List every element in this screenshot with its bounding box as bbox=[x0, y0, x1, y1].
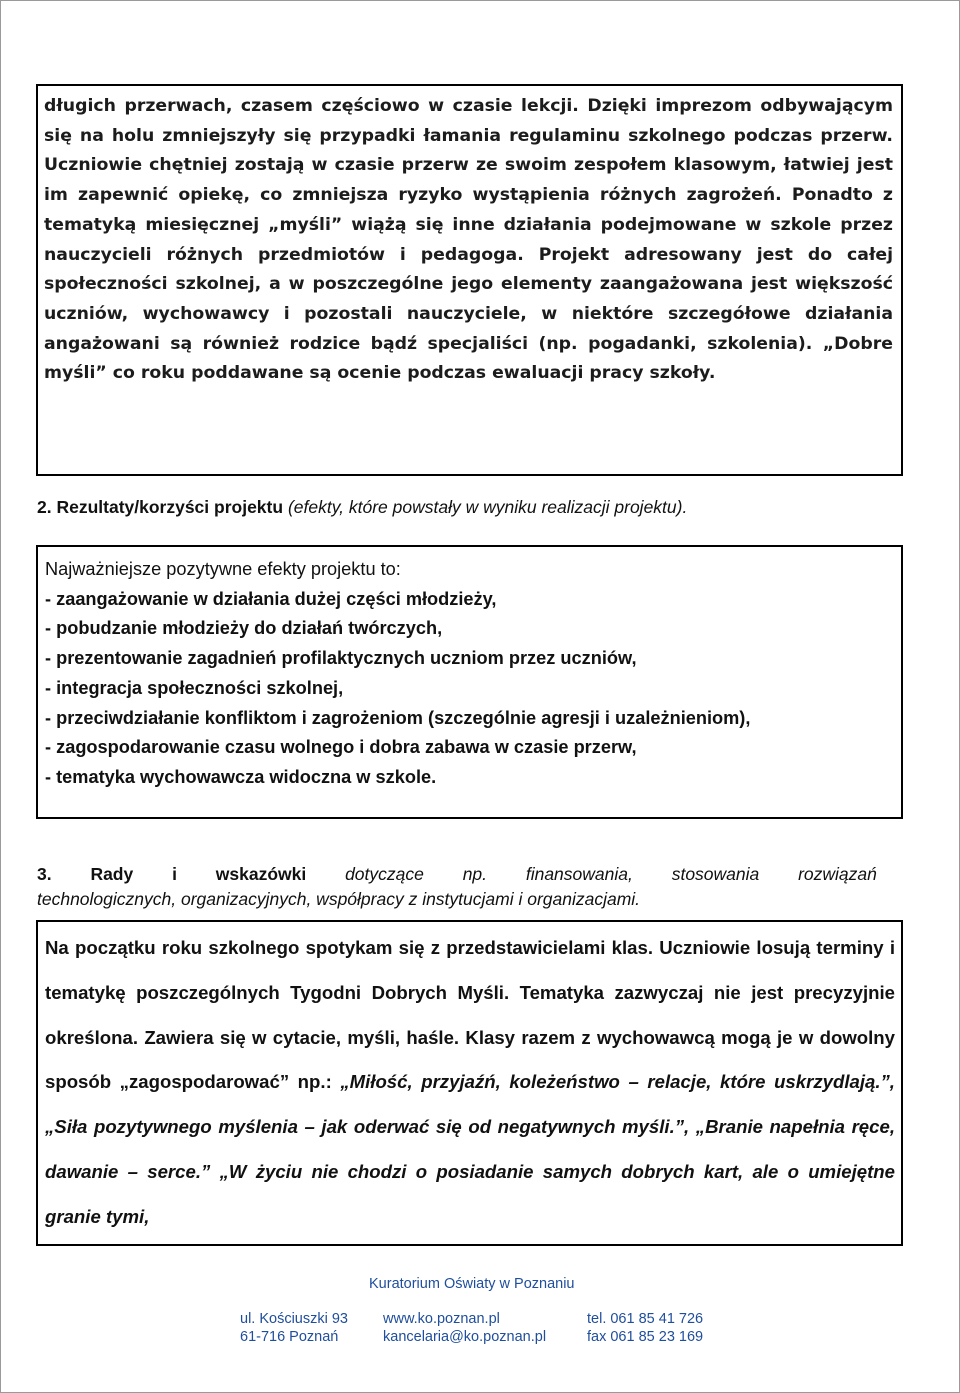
section3-text: Na początku roku szkolnego spotykam się z przedstawicielami klas. Uczniowie losują terminy i tematykę poszczególnych Tygodni Dobrych Myśli. Tematyka zazwyczaj nie jest precyzyjnie określona. Zawiera się w cytacie, myśli, haśle. Klasy razem z wychowawcą mogą je w dowolny sposób „zagospodarować” np.: bbox=[45, 937, 895, 1093]
section3-heading-word: Rady bbox=[90, 864, 134, 884]
section2-heading-title: 2. Rezultaty/korzyści projektu bbox=[37, 497, 284, 517]
section3-heading-word: dotyczące bbox=[345, 864, 424, 884]
footer-email-link[interactable]: kancelaria@ko.poznan.pl bbox=[383, 1329, 547, 1345]
section1-paragraph: długich przerwach, czasem częściowo w czasie lekcji. Dzięki imprezom odbywającym się na holu zmniejszyły się przypadki łamania regulaminu szkolnego podczas przerw. Uczniowie chętniej zostają w czasie przerw ze swoim zespołem klasowym, łatwiej jest im zapewnić opiekę, co zmniejsza ryzyko wystąpienia różnych zagrożeń. Ponadto z tematyką miesięcznej „myśli” wiążą się inne działania podejmowane w szkole przez nauczycieli różnych przedmiotów i pedagoga. Projekt adresowany jest do całej społeczności szkolnej, a w poszczególne jego elementy zaangażowana jest większość uczniów, wychowawcy i pozostali nauczyciele, w niektóre szczegółowe działania angażowani są również rodzice bądź specjaliści (np. pogadanki, szkolenia). „Dobre myśli” co roku poddawane są ocenie podczas ewaluacji pracy szkoły. bbox=[44, 96, 893, 384]
section3-heading-row2 bbox=[37, 887, 877, 912]
section3-heading-word: wskazówki bbox=[215, 864, 307, 884]
footer-city: 61-716 Poznań bbox=[240, 1329, 339, 1345]
footer-org: Kuratorium Oświaty w Poznaniu bbox=[369, 1276, 575, 1292]
section3-quotes: „Miłość, przyjaźń, koleżeństwo – relacje, które uskrzydlają.”, „Siła pozytywnego myślenia – jak oderwać się od negatywnych myśli.”, „Branie napełnia ręce, dawanie – serce.” „W życiu nie chodzi o posiadanie samych dobrych kart, ale o umiejętne granie tymi, bbox=[45, 1071, 895, 1227]
effects-item: - pobudzanie młodzieży do działań twórczych, bbox=[45, 618, 443, 639]
effects-item: - zagospodarowanie czasu wolnego i dobra zabawa w czasie przerw, bbox=[45, 737, 637, 758]
effects-item: - przeciwdziałanie konfliktom i zagrożeniom (szczególnie agresji i uzależnieniom), bbox=[45, 707, 751, 728]
section3-heading-word: rozwiązań bbox=[798, 864, 877, 884]
section3-heading-word: finansowania, bbox=[525, 864, 633, 884]
section2-heading bbox=[37, 497, 687, 518]
effects-item: - prezentowanie zagadnień profilaktycznych uczniom przez uczniów, bbox=[45, 648, 637, 669]
section3-box bbox=[36, 920, 903, 1246]
footer-street: ul. Kościuszki 93 bbox=[240, 1311, 348, 1327]
section3-heading-word: i bbox=[172, 864, 177, 884]
section3-paragraph bbox=[45, 926, 895, 1240]
section3-heading-word: np. bbox=[462, 864, 488, 884]
footer-tel: tel. 061 85 41 726 bbox=[587, 1311, 704, 1327]
effects-item: - tematyka wychowawcza widoczna w szkole. bbox=[45, 766, 437, 787]
footer-fax: fax 061 85 23 169 bbox=[587, 1329, 704, 1345]
section1-box bbox=[36, 84, 903, 476]
section2-heading-note: (efekty, które powstały w wyniku realizacji projektu). bbox=[287, 497, 688, 517]
effects-item: - integracja społeczności szkolnej, bbox=[45, 677, 344, 698]
section3-heading-word: 3. bbox=[37, 864, 52, 884]
section3-heading-line2: technologicznych, organizacyjnych, współpracy z instytucjami i organizacjami. bbox=[37, 889, 641, 909]
effects-intro: Najważniejsze pozytywne efekty projektu to: bbox=[45, 559, 401, 579]
section3-heading bbox=[37, 862, 877, 912]
section3-heading-row1 bbox=[37, 862, 877, 887]
footer-website-link[interactable]: www.ko.poznan.pl bbox=[383, 1311, 500, 1327]
section2-box bbox=[36, 545, 903, 819]
section3-heading-word: stosowania bbox=[671, 864, 760, 884]
effects-item: - zaangażowanie w działania dużej części młodzieży, bbox=[45, 588, 497, 609]
